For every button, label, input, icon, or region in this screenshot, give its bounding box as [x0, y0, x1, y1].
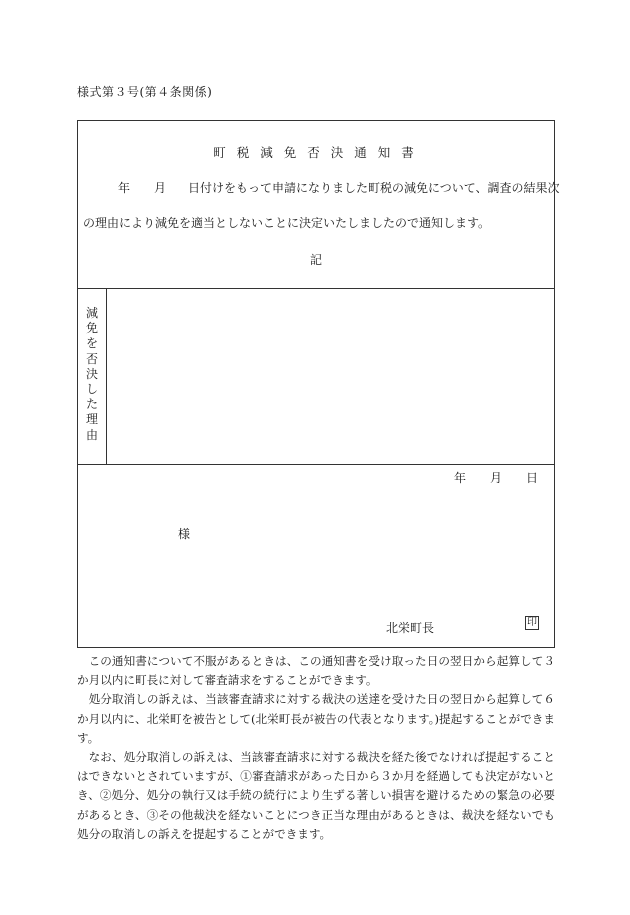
- reason-label-char: た: [85, 397, 98, 412]
- body-text-line-2: の理由により減免を適当としないことに決定いたしましたので通知します。: [83, 216, 491, 230]
- body-text-line-1: [118, 179, 560, 196]
- reason-label-char: 理: [85, 412, 98, 427]
- year-label: 年: [118, 181, 131, 195]
- ki-heading: 記: [309, 253, 322, 267]
- reason-label-char: を: [85, 336, 98, 351]
- form-number: 様式第３号(第４条関係): [77, 85, 213, 99]
- document-title: 町税減免否決通知書: [213, 145, 425, 160]
- seal-mark: 印: [527, 617, 537, 628]
- date-month: 月: [489, 471, 502, 485]
- divider-bottom: [78, 464, 554, 465]
- reason-label-char: 由: [85, 427, 98, 442]
- date-day: 日: [525, 471, 538, 485]
- reason-label-char: 決: [85, 366, 98, 381]
- addressee-suffix: 様: [178, 527, 191, 541]
- month-label: 月: [154, 181, 167, 195]
- notes-section: [77, 652, 555, 844]
- note-paragraph: この通知書について不服があるときは、この通知書を受け取った日の翌日から起算して３か月以内に町長に対して審査請求をすることができます。: [77, 654, 555, 688]
- reason-label-char: 減: [85, 306, 98, 320]
- reason-column-divider: [106, 288, 107, 464]
- body-line-1-rest: 日付けをもって申請になりました町税の減免について、調査の結果次: [188, 181, 560, 195]
- notice-form: [77, 120, 560, 648]
- issue-date: [454, 469, 538, 486]
- reason-label: [78, 306, 106, 443]
- date-year: 年: [453, 471, 466, 485]
- reason-label-char: 否: [85, 351, 98, 366]
- issuer-name: 北栄町長: [386, 621, 435, 635]
- note-paragraph: なお、処分取消しの訴えは、当該審査請求に対する裁決を経た後でなければ提起することはできないとされていますが、①審査請求があった日から３か月を経過しても決定がないとき、②処分、処分の執行又は手続の続行により生ずる著しい損害を避けるための緊急の必要があるとき、③その他裁決を経ないことにつき正当な理由があるときは、裁決を経ないでも処分の取消しの訴えを提起することができます。: [77, 750, 555, 841]
- reason-label-char: 免: [85, 321, 98, 336]
- reason-label-char: し: [85, 382, 98, 397]
- note-paragraph: 処分取消しの訴えは、当該審査請求に対する裁決の送達を受けた日の翌日から起算して６か月以内に、北栄町を被告として(北栄町長が被告の代表となります。)提起することができます。: [77, 692, 555, 745]
- divider-top: [78, 288, 554, 289]
